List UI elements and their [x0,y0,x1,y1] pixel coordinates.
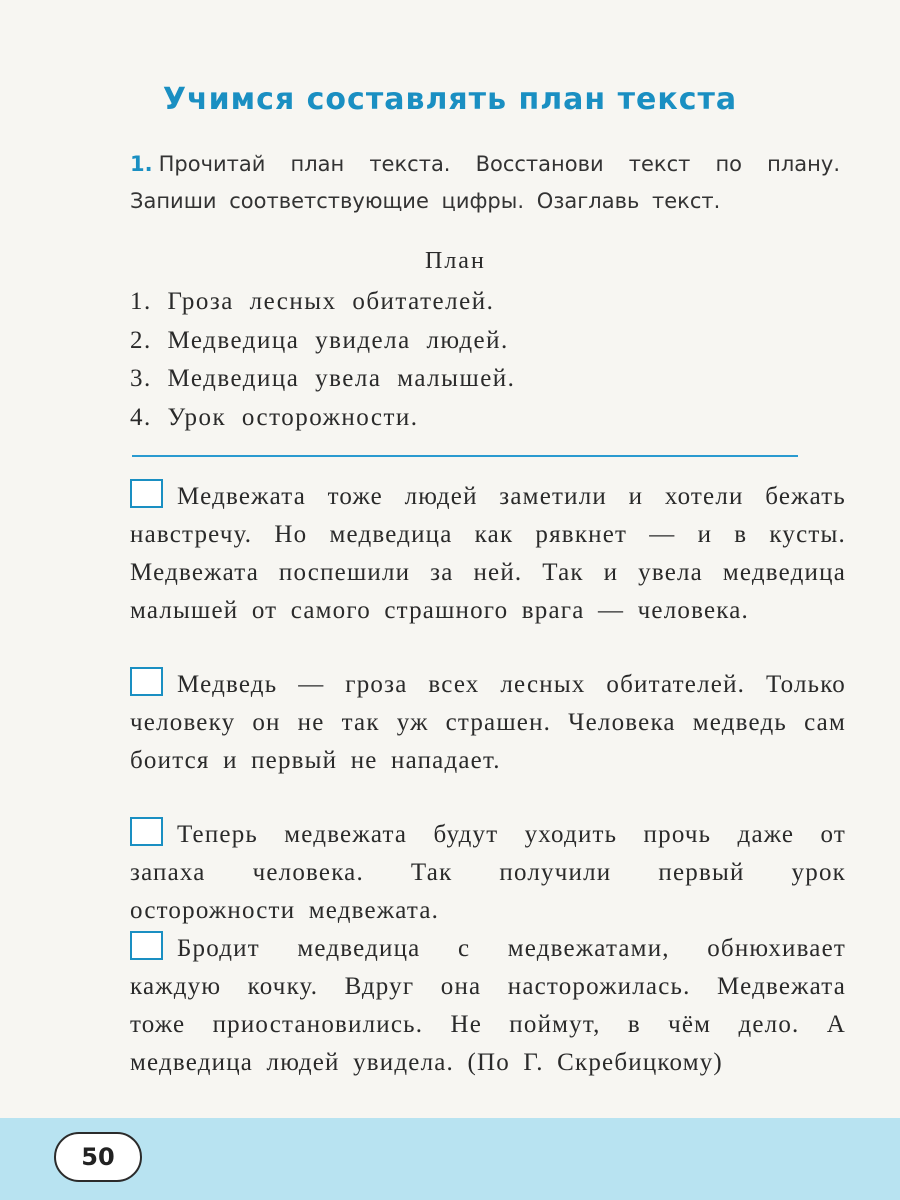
paragraph-text: Теперь медвежата будут уходить прочь даже от запаха человека. Так получили первый урок осторожности медвежата. [130,821,846,924]
text-paragraph [130,930,846,1082]
task-instruction [130,146,840,220]
plan-list [130,283,515,437]
text-paragraph [130,816,846,930]
answer-box[interactable] [130,479,163,508]
plan-item: 2. Медведица увидела людей. [130,326,509,354]
answer-box[interactable] [130,931,163,960]
paragraph-text: Медвежата тоже людей заметили и хотели бежать навстречу. Но медведица как рявкнет — и в кусты. Медвежата поспешили за ней. Так и увела медведица малышей от самого страшного врага — человека. [130,483,846,624]
task-number: 1. [130,152,153,176]
answer-box[interactable] [130,817,163,846]
plan-item: 3. Медведица увела малышей. [130,365,516,392]
paragraph-text: Медведь — гроза всех лесных обитателей. Только человеку он не так уж страшен. Человека медведь сам боится и первый не нападает. [130,671,846,774]
paragraph-text: Бродит медведица с медвежатами, обнюхивает каждую кочку. Вдруг она насторожилась. Медвежата тоже приостановились. Не поймут, в чём дело. А медведица людей увидела. (По Г. Скребицкому) [130,935,846,1076]
text-paragraph [130,478,846,630]
section-divider [132,455,798,457]
plan-item: 4. Урок осторожности. [130,403,419,431]
page-number: 50 [54,1132,142,1182]
page-title: Учимся составлять план текста [162,82,738,117]
plan-item: 1. Гроза лесных обитателей. [130,288,495,315]
plan-heading: План [425,248,486,274]
task-text: Прочитай план текста. Восстанови текст по плану. Запиши соответствующие цифры. Озаглавь текст. [130,152,840,213]
text-paragraph [130,666,846,780]
answer-box[interactable] [130,667,163,696]
